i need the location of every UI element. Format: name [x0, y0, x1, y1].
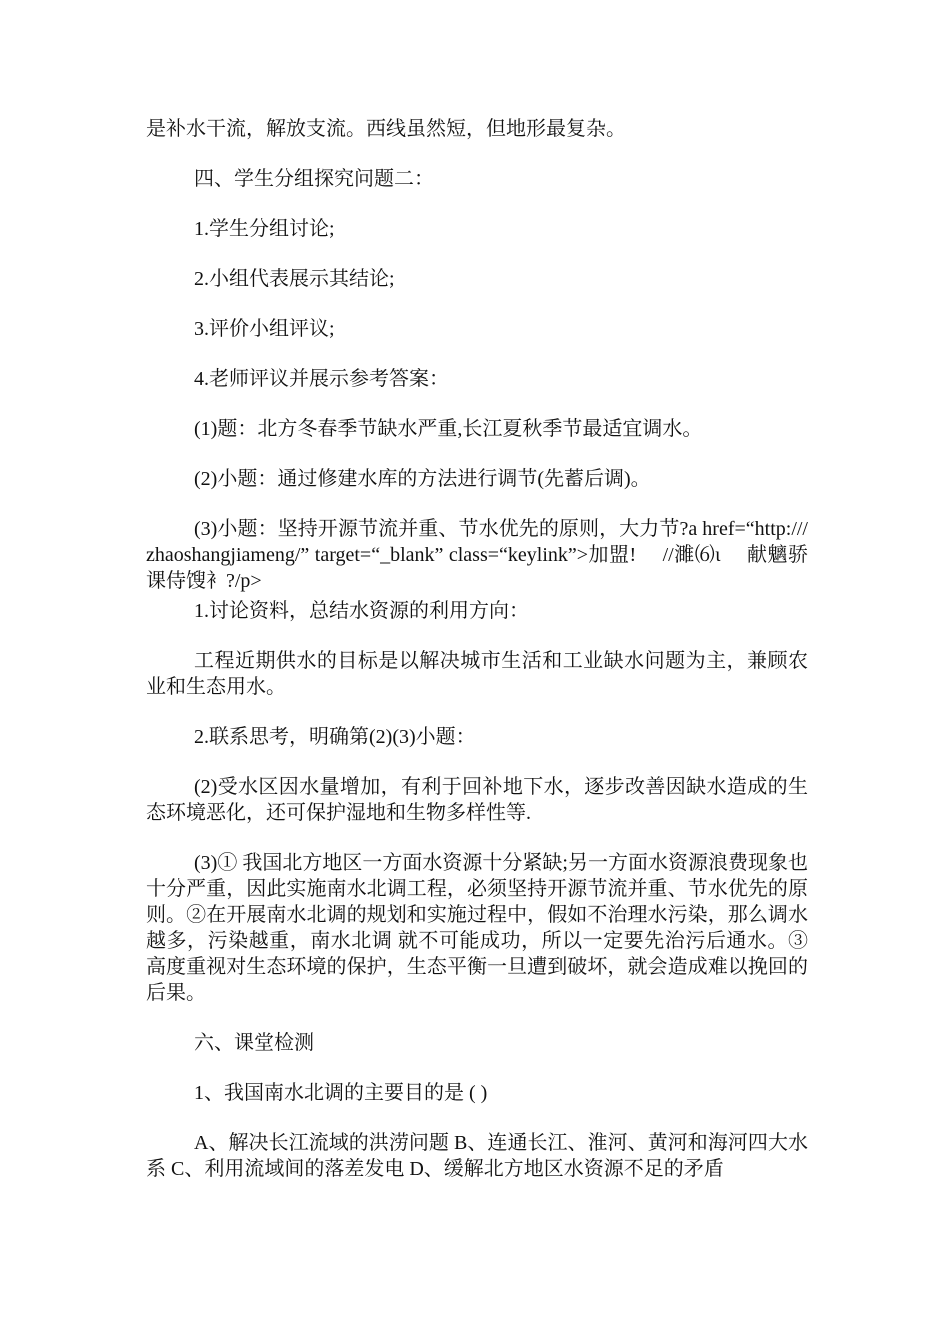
- answer-1: (1)题：北方冬春季节缺水严重,长江夏秋季节最适宜调水。: [194, 418, 703, 440]
- step-3: 3.评价小组评议;: [194, 318, 335, 340]
- document-body: [146, 116, 808, 1182]
- quiz-question-1: 1、我国南水北调的主要目的是 ( ): [194, 1082, 488, 1104]
- discussion-point-2: 2.联系思考，明确第(2)(3)小题：: [194, 726, 476, 748]
- supply-goal-paragraph: 工程近期供水的目标是以解决城市生活和工业缺水问题为主，兼顾农业和生态用水。: [146, 650, 808, 698]
- answer-2-detail: (2)受水区因水量增加，有利于回补地下水，逐步改善因缺水造成的生态环境恶化，还可保护湿地和生物多样性等.: [146, 776, 808, 824]
- answer-2: (2)小题：通过修建水库的方法进行调节(先蓄后调)。: [194, 468, 651, 490]
- step-4: 4.老师评议并展示参考答案：: [194, 368, 449, 390]
- step-2: 2.小组代表展示其结论;: [194, 268, 395, 290]
- section-heading-6: 六、课堂检测: [194, 1032, 314, 1054]
- paragraph-route-summary: 是补水干流，解放支流。西线虽然短，但地形最复杂。: [146, 118, 626, 140]
- section-heading-4: 四、学生分组探究问题二：: [194, 168, 434, 190]
- answer-3-garbled: (3)小题：坚持开源节流并重、节水优先的原则，大力节?a href=“http:///zhaoshangjiameng/” target=“_blank” class=“keylink”>加盟! //濉⑹ι 献魑骄课侍馊衤?/p>: [146, 518, 808, 592]
- discussion-point-1: 1.讨论资料，总结水资源的利用方向：: [194, 600, 529, 622]
- quiz-options-1: A、解决长江流域的洪涝问题 B、连通长江、淮河、黄河和海河四大水系 C、利用流域间的落差发电 D、缓解北方地区水资源不足的矛盾: [146, 1132, 808, 1180]
- step-1: 1.学生分组讨论;: [194, 218, 335, 240]
- answer-3-detail: (3)① 我国北方地区一方面水资源十分紧缺;另一方面水资源浪费现象也十分严重，因此实施南水北调工程，必须坚持开源节流并重、节水优先的原则。②在开展南水北调的规划和实施过程中，假如不治理水污染，那么调水越多，污染越重，南水北调 就不可能成功，所以一定要先治污后通水。③高度重视对生态环境的保护，生态平衡一旦遭到破坏，就会造成难以挽回的后果。: [146, 852, 808, 1004]
